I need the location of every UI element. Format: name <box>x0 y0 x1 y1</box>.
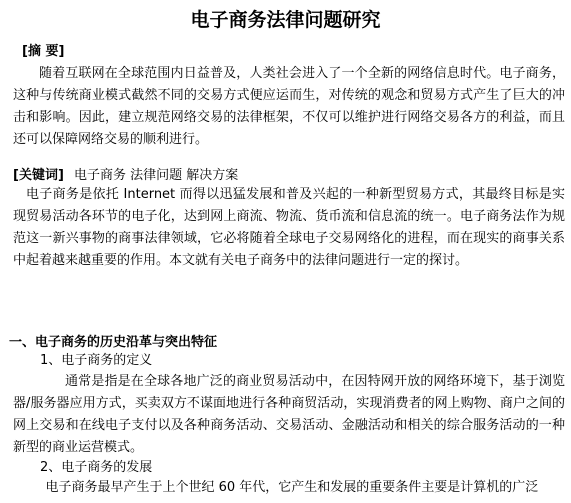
document-title: 电子商务法律问题研究 <box>190 9 381 31</box>
definition-paragraph: 通常是指是在全球各地广泛的商业贸易活动中，在因特网开放的网络环境下，基于浏览器/服务器应用方式，买卖双方不谋面地进行各种商贸活动，实现消费者的网上购物、商户之间的网上交易和在线电子支付以及各种商务活动、交易活动、金融活动和相关的综合服务活动的一种新型的商业运营模式。 <box>13 374 565 455</box>
abstract-label: [摘 要] <box>22 44 65 59</box>
subsection-heading-development: 2、电子商务的发展 <box>40 460 153 475</box>
abstract-paragraph: 随着互联网在全球范围内日益普及，人类社会进入了一个全新的网络信息时代。电子商务，这种与传统商业模式截然不同的交易方式便应运而生，对传统的观念和贸易方式产生了巨大的冲击和影响。因此，建立规范网络交易的法律框架，不仅可以维护进行网络交易各方的利益，而且还可以保障网络交易的顺利进行。 <box>13 66 565 147</box>
development-paragraph: 电子商务最早产生于上个世纪 60 年代，它产生和发展的重要条件主要是计算机的广泛 <box>45 480 539 495</box>
keywords-label: [关键词] <box>13 168 64 183</box>
keywords-line <box>13 168 565 184</box>
intro-paragraph: 电子商务是依托 Internet 而得以迅猛发展和普及兴起的一种新型贸易方式，其最终目标是实现贸易活动各环节的电子化，达到网上商流、物流、货币流和信息流的统一。电子商务法作为规范这一新兴事物的商事法律领域，它必将随着全球电子交易网络化的进程，而在现实的商事关系中起着越来越重要的作用。本文就有关电子商务中的法律问题进行一定的探讨。 <box>13 187 565 268</box>
section-heading-history: 一、电子商务的历史沿革与突出特征 <box>9 335 218 350</box>
keywords-text: 电子商务 法律问题 解决方案 <box>74 168 239 183</box>
subsection-heading-definition: 1、电子商务的定义 <box>40 353 153 368</box>
